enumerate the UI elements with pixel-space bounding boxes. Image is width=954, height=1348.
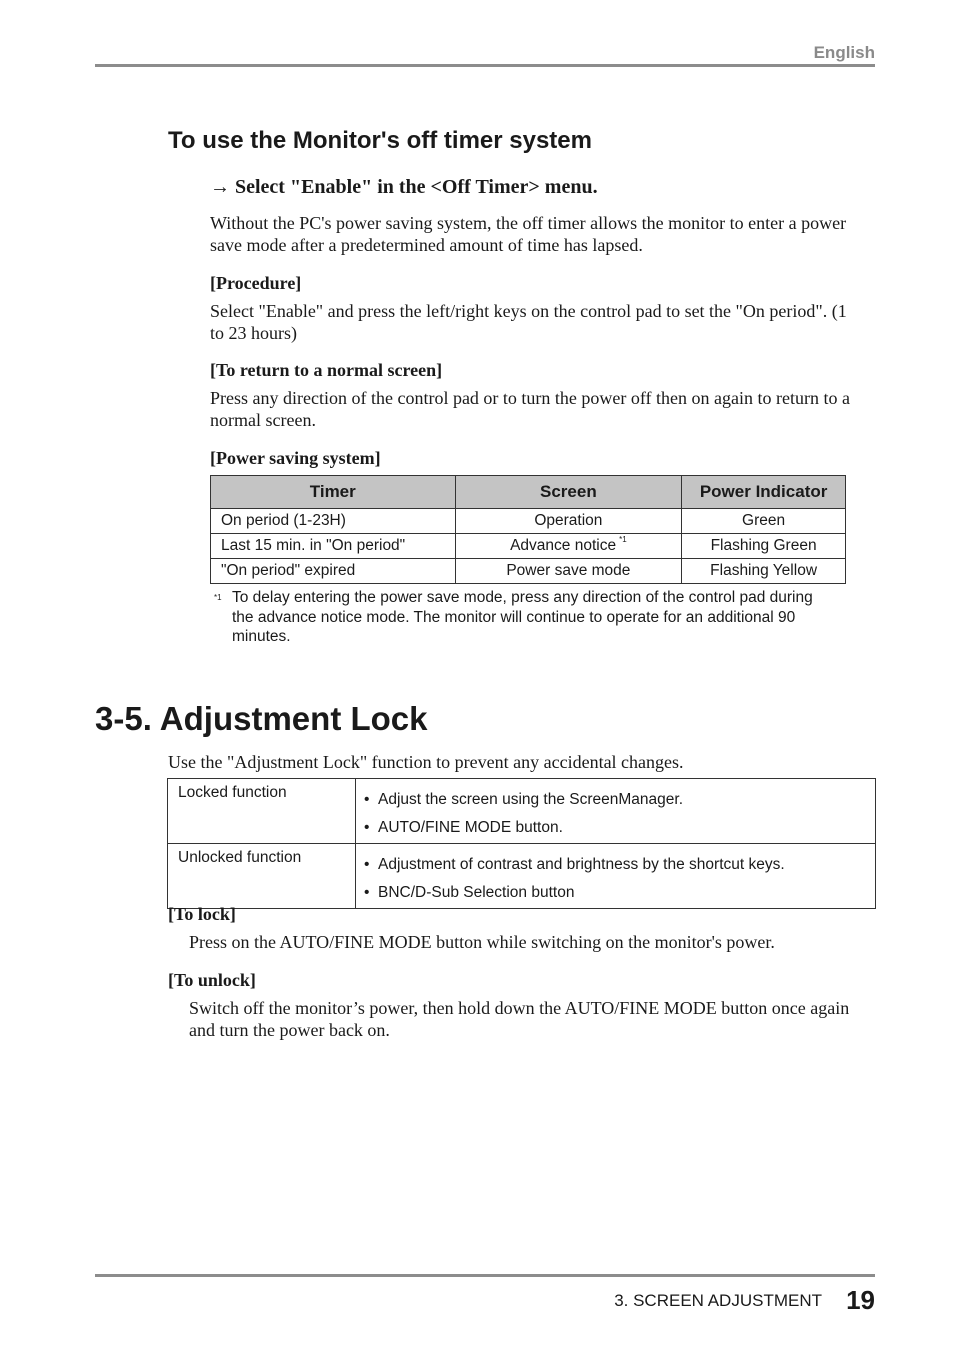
- bullet-icon: •: [364, 819, 370, 836]
- return-label: [To return to a normal screen]: [210, 360, 443, 380]
- to-lock-text: Press on the AUTO/FINE MODE button while switching on the monitor's power.: [189, 932, 775, 952]
- table-header-row: [211, 476, 846, 509]
- table-cell: [356, 844, 876, 909]
- table-cell: [356, 779, 876, 844]
- procedure-text: Select "Enable" and press the left/right keys on the control pad to set the "On period". (1 to 23 hours): [210, 301, 847, 343]
- section-title: 3-5. Adjustment Lock: [95, 700, 428, 737]
- table-cell: Flashing Yellow: [682, 559, 846, 584]
- page-number: 19: [846, 1285, 875, 1315]
- list-item-text: AUTO/FINE MODE button.: [378, 819, 563, 836]
- list-item: [364, 814, 874, 842]
- table-cell: "On period" expired: [211, 559, 456, 584]
- language-label: English: [813, 43, 875, 62]
- table-cell: Flashing Green: [682, 534, 846, 559]
- footer-rule: [95, 1274, 875, 1277]
- list-item-text: BNC/D-Sub Selection button: [378, 884, 575, 901]
- list-item-text: Adjust the screen using the ScreenManager.: [378, 791, 684, 808]
- power-saving-table: [210, 475, 846, 584]
- power-saving-label: [Power saving system]: [210, 448, 381, 468]
- table-row: [168, 779, 876, 844]
- lock-intro: Use the "Adjustment Lock" function to prevent any accidental changes.: [168, 752, 684, 772]
- footnote: [214, 588, 814, 647]
- list-item: [364, 879, 874, 907]
- procedure-label: [Procedure]: [210, 273, 302, 293]
- to-unlock-text: Switch off the monitor’s power, then hold down the AUTO/FINE MODE button once again and turn the power back on.: [189, 998, 850, 1040]
- to-lock-label: [To lock]: [168, 904, 236, 924]
- step-text: Select "Enable" in the <Off Timer> menu.: [235, 176, 598, 198]
- table-row: [168, 844, 876, 909]
- step-instruction: [210, 176, 598, 199]
- function-list: [357, 845, 874, 907]
- footnote-reference: *1: [619, 535, 627, 544]
- bullet-icon: •: [364, 884, 370, 901]
- function-list: [357, 780, 874, 842]
- cell-text: Advance notice: [510, 537, 617, 554]
- footnote-mark: *1: [214, 593, 222, 602]
- arrow-right-icon: →: [210, 176, 230, 198]
- column-header-power-indicator: Power Indicator: [682, 476, 846, 509]
- column-header-screen: Screen: [455, 476, 682, 509]
- table-cell-label: Locked function: [168, 779, 356, 844]
- table-cell: Power save mode: [455, 559, 682, 584]
- bullet-icon: •: [364, 856, 370, 873]
- table-cell: Green: [682, 509, 846, 534]
- timer-section-title: To use the Monitor's off timer system: [168, 127, 592, 154]
- table-cell: Last 15 min. in "On period": [211, 534, 456, 559]
- table-cell: [455, 534, 682, 559]
- table-cell: Operation: [455, 509, 682, 534]
- list-item-text: Adjustment of contrast and brightness by the shortcut keys.: [378, 856, 785, 873]
- footnote-text: To delay entering the power save mode, press any direction of the control pad during the advance notice mode. The monitor will continue to operate for an additional 90 minutes.: [232, 589, 813, 645]
- footer-section-label: 3. SCREEN ADJUSTMENT: [614, 1291, 822, 1310]
- column-header-timer: Timer: [211, 476, 456, 509]
- to-unlock-label: [To unlock]: [168, 970, 256, 990]
- table-row: [211, 559, 846, 584]
- table-row: [211, 534, 846, 559]
- header-rule: [95, 64, 875, 67]
- return-text: Press any direction of the control pad or to turn the power off then on again to return to a normal screen.: [210, 388, 850, 430]
- table-row: [211, 509, 846, 534]
- table-cell: On period (1-23H): [211, 509, 456, 534]
- list-item: [364, 851, 874, 879]
- timer-intro: Without the PC's power saving system, the off timer allows the monitor to enter a power save mode after a predetermined amount of time has lapsed.: [210, 213, 847, 255]
- table-cell-label: Unlocked function: [168, 844, 356, 909]
- bullet-icon: •: [364, 791, 370, 808]
- list-item: [364, 786, 874, 814]
- adjustment-lock-table: [167, 778, 876, 909]
